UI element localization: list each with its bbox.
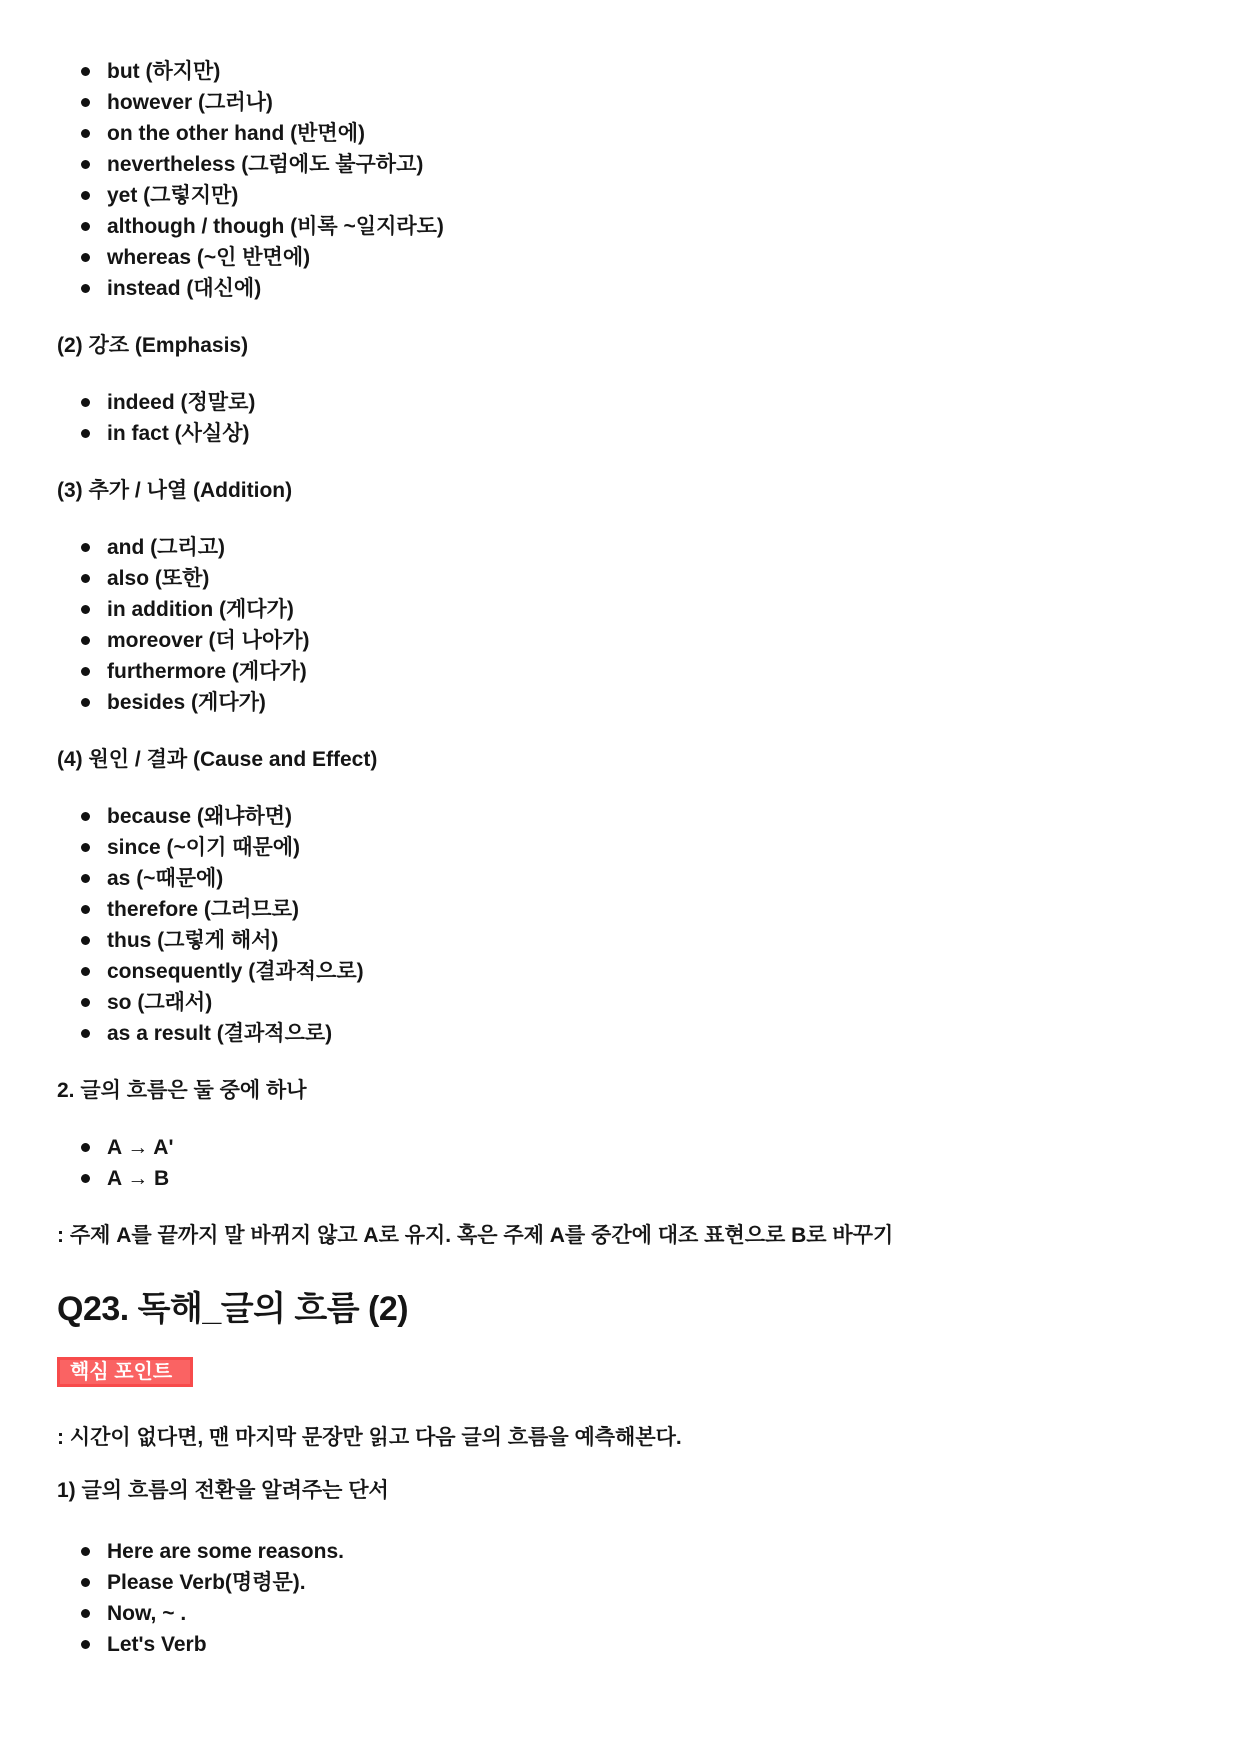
- list-item-text: as (~때문에): [107, 867, 224, 890]
- list-item-text: furthermore (게다가): [107, 660, 307, 683]
- list-item-text: yet (그렇지만): [107, 184, 239, 207]
- list-item: [57, 687, 1181, 718]
- addition-list: [57, 532, 1181, 718]
- list-item-text: Let's Verb: [107, 1633, 207, 1656]
- list-item-text: besides (게다가): [107, 691, 266, 714]
- list-item: [57, 1567, 1181, 1598]
- list-item-text: in fact (사실상): [107, 422, 250, 445]
- list-item: [57, 118, 1181, 149]
- list-item: [57, 1163, 1181, 1194]
- bullet-icon: [81, 1578, 90, 1587]
- bullet-icon: [81, 667, 90, 676]
- list-item: [57, 532, 1181, 563]
- clues-list: [57, 1536, 1181, 1660]
- list-item-text: indeed (정말로): [107, 391, 256, 414]
- bullet-icon: [81, 98, 90, 107]
- list-item: [57, 1629, 1181, 1660]
- bullet-icon: [81, 1143, 90, 1152]
- cause-effect-list: [57, 801, 1181, 1049]
- contrast-list: [57, 56, 1181, 304]
- bullet-icon: [81, 967, 90, 976]
- flow-list: [57, 1132, 1181, 1194]
- list-item-text: because (왜냐하면): [107, 805, 293, 828]
- list-item: [57, 56, 1181, 87]
- list-item: [57, 1598, 1181, 1629]
- list-item: [57, 801, 1181, 832]
- list-item: [57, 563, 1181, 594]
- list-item: [57, 594, 1181, 625]
- bullet-icon: [81, 874, 90, 883]
- list-item: [57, 180, 1181, 211]
- list-item-text: also (또한): [107, 567, 210, 590]
- bullet-icon: [81, 998, 90, 1007]
- page-title: Q23. 독해_글의 흐름 (2): [57, 1290, 409, 1328]
- list-item: [57, 832, 1181, 863]
- list-item-text: and (그리고): [107, 536, 226, 559]
- list-item: [57, 894, 1181, 925]
- bullet-icon: [81, 222, 90, 231]
- list-item-text: but (하지만): [107, 60, 221, 83]
- flow-note: : 주제 A를 끝까지 말 바뀌지 않고 A로 유지. 혹은 주제 A를 중간에 대조 표현으로 B로 바꾸기: [57, 1224, 894, 1247]
- emphasis-heading: (2) 강조 (Emphasis): [57, 334, 249, 357]
- list-item-text: nevertheless (그럼에도 불구하고): [107, 153, 424, 176]
- tip-note: : 시간이 없다면, 맨 마지막 문장만 읽고 다음 글의 흐름을 예측해본다.: [57, 1426, 682, 1449]
- list-item: [57, 863, 1181, 894]
- list-item: [57, 1536, 1181, 1567]
- clues-heading: 1) 글의 흐름의 전환을 알려주는 단서: [57, 1479, 389, 1502]
- list-item: [57, 87, 1181, 118]
- list-item: [57, 211, 1181, 242]
- bullet-icon: [81, 398, 90, 407]
- list-item-text: Now, ~ .: [107, 1602, 187, 1625]
- list-item-text: so (그래서): [107, 991, 213, 1014]
- bullet-icon: [81, 1029, 90, 1038]
- list-item: [57, 1018, 1181, 1049]
- bullet-icon: [81, 812, 90, 821]
- bullet-icon: [81, 284, 90, 293]
- list-item-text: A → A': [107, 1136, 174, 1159]
- list-item-text: as a result (결과적으로): [107, 1022, 333, 1045]
- bullet-icon: [81, 160, 90, 169]
- list-item-text: Here are some reasons.: [107, 1540, 344, 1563]
- list-item-text: thus (그렇게 해서): [107, 929, 279, 952]
- bullet-icon: [81, 191, 90, 200]
- bullet-icon: [81, 1609, 90, 1618]
- bullet-icon: [81, 698, 90, 707]
- list-item-text: however (그러나): [107, 91, 273, 114]
- list-item: [57, 656, 1181, 687]
- list-item: [57, 418, 1181, 449]
- bullet-icon: [81, 1174, 90, 1183]
- list-item-text: consequently (결과적으로): [107, 960, 364, 983]
- list-item-text: Please Verb(명령문).: [107, 1571, 306, 1594]
- list-item: [57, 273, 1181, 304]
- bullet-icon: [81, 843, 90, 852]
- cause-effect-heading: (4) 원인 / 결과 (Cause and Effect): [57, 748, 378, 771]
- list-item-text: on the other hand (반면에): [107, 122, 365, 145]
- emphasis-list: [57, 387, 1181, 449]
- list-item-text: although / though (비록 ~일지라도): [107, 215, 444, 238]
- list-item: [57, 925, 1181, 956]
- list-item-text: whereas (~인 반면에): [107, 246, 311, 269]
- list-item-text: in addition (게다가): [107, 598, 294, 621]
- list-item: [57, 987, 1181, 1018]
- key-point-badge: 핵심 포인트: [57, 1357, 193, 1387]
- list-item: [57, 956, 1181, 987]
- bullet-icon: [81, 936, 90, 945]
- bullet-icon: [81, 67, 90, 76]
- bullet-icon: [81, 605, 90, 614]
- list-item-text: moreover (더 나아가): [107, 629, 310, 652]
- bullet-icon: [81, 253, 90, 262]
- flow-heading: 2. 글의 흐름은 둘 중에 하나: [57, 1079, 307, 1102]
- bullet-icon: [81, 905, 90, 914]
- bullet-icon: [81, 574, 90, 583]
- list-item-text: instead (대신에): [107, 277, 262, 300]
- list-item: [57, 625, 1181, 656]
- list-item-text: since (~이기 때문에): [107, 836, 301, 859]
- bullet-icon: [81, 636, 90, 645]
- list-item: [57, 387, 1181, 418]
- bullet-icon: [81, 1640, 90, 1649]
- bullet-icon: [81, 543, 90, 552]
- list-item-text: A → B: [107, 1167, 170, 1190]
- bullet-icon: [81, 1547, 90, 1556]
- bullet-icon: [81, 429, 90, 438]
- list-item: [57, 242, 1181, 273]
- list-item: [57, 149, 1181, 180]
- key-point-badge-row: [57, 1357, 1181, 1387]
- bullet-icon: [81, 129, 90, 138]
- list-item-text: therefore (그러므로): [107, 898, 299, 921]
- list-item: [57, 1132, 1181, 1163]
- addition-heading: (3) 추가 / 나열 (Addition): [57, 479, 293, 502]
